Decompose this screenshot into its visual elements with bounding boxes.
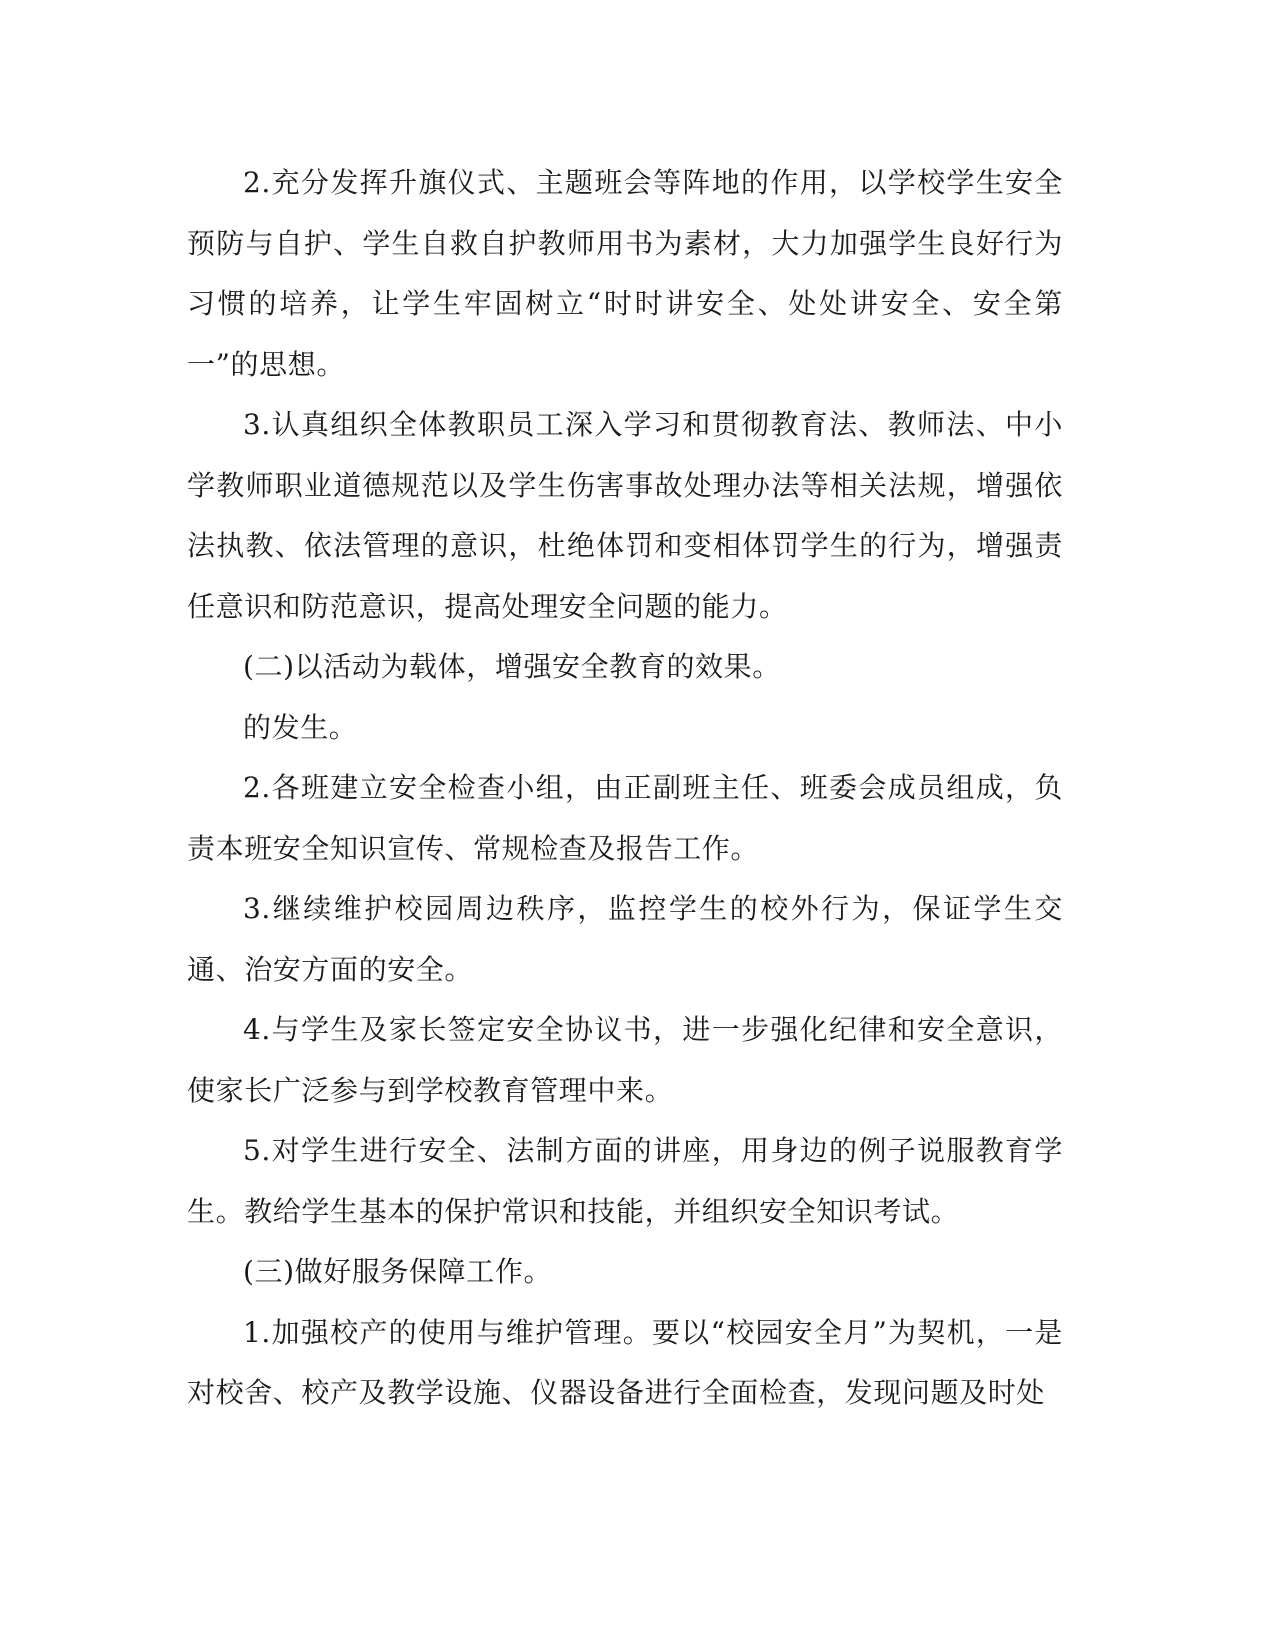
section-heading-services: (三)做好服务保障工作。 xyxy=(243,1255,553,1288)
paragraph-lectures: 5.对学生进行安全、法制方面的讲座，用身边的例子说服教育学生。教给学生基本的保护常识和技能，并组织安全知识考试。 xyxy=(187,1134,1063,1228)
section-heading-activities: (二)以活动为载体，增强安全教育的效果。 xyxy=(243,650,781,683)
paragraph-flag-ceremony: 2.充分发挥升旗仪式、主题班会等阵地的作用，以学校学生安全预防与自护、学生自救自护教师用书为素材，大力加强学生良好行为习惯的培养，让学生牢固树立“时时讲安全、处处讲安全、安全第一”的思想。 xyxy=(187,166,1063,381)
paragraph-campus-order: 3.继续维护校园周边秩序，监控学生的校外行为，保证学生交通、治安方面的安全。 xyxy=(187,892,1063,986)
paragraph-parent-agreement: 4.与学生及家长签定安全协议书，进一步强化纪律和安全意识，使家长广泛参与到学校教育管理中来。 xyxy=(187,1013,1063,1107)
paragraph-fragment: 的发生。 xyxy=(243,710,358,744)
paragraph-staff-law-study: 3.认真组织全体教职员工深入学习和贯彻教育法、教师法、中小学教师职业道德规范以及学生伤害事故处理办法等相关法规，增强依法执教、依法管理的意识，杜绝体罚和变相体罚学生的行为，增强责任意识和防范意识，提高处理安全问题的能力。 xyxy=(187,408,1063,623)
paragraph-safety-groups: 2.各班建立安全检查小组，由正副班主任、班委会成员组成，负责本班安全知识宣传、常规检查及报告工作。 xyxy=(187,771,1063,865)
paragraph-property-management: 1.加强校产的使用与维护管理。要以“校园安全月”为契机，一是对校舍、校产及教学设施、仪器设备进行全面检查，发现问题及时处 xyxy=(187,1315,1063,1409)
document-body xyxy=(187,153,1063,1424)
